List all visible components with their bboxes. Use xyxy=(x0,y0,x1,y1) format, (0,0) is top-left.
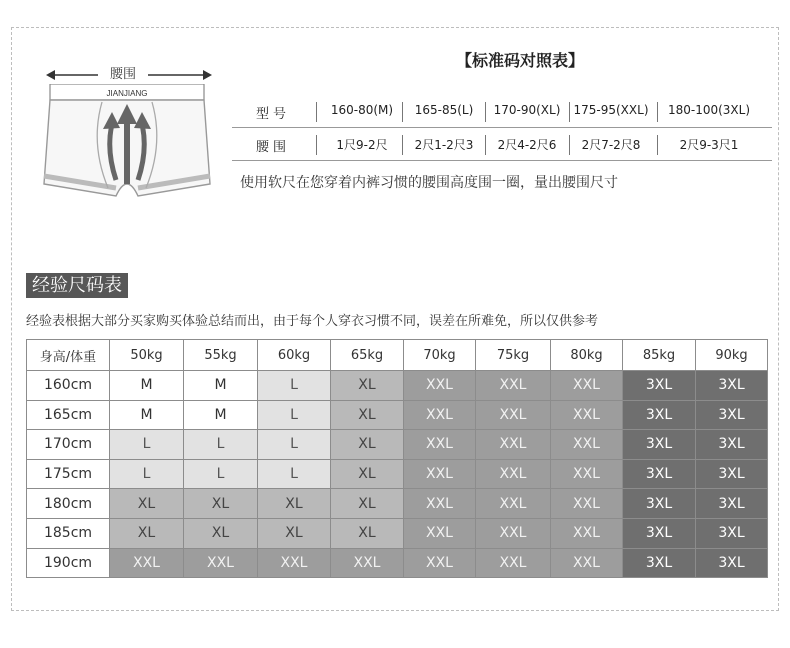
size-cell: XXL xyxy=(476,459,551,489)
size-cell: 3XL xyxy=(623,371,696,401)
measure-note: 使用软尺在您穿着内裤习惯的腰围高度围一圈，量出腰围尺寸 xyxy=(240,175,618,191)
size-cell: XXL xyxy=(184,548,258,578)
size-cell: XL xyxy=(258,489,331,519)
size-cell: XL xyxy=(110,518,184,548)
size-cell: XL xyxy=(331,518,404,548)
weight-header: 55kg xyxy=(184,340,258,371)
size-cell: XXL xyxy=(551,400,623,430)
std-size-cell: 170-90(XL) xyxy=(493,103,561,117)
std-waist-cell: 2尺9-3尺1 xyxy=(679,138,739,152)
size-cell: XXL xyxy=(551,430,623,460)
size-cell: XXL xyxy=(404,459,476,489)
size-cell: L xyxy=(184,459,258,489)
table-row xyxy=(27,489,768,519)
size-cell: XXL xyxy=(404,548,476,578)
size-cell: 3XL xyxy=(696,459,768,489)
size-cell: XL xyxy=(331,371,404,401)
weight-header: 70kg xyxy=(404,340,476,371)
size-cell: XL xyxy=(331,459,404,489)
size-cell: XXL xyxy=(331,548,404,578)
size-cell: L xyxy=(184,430,258,460)
size-cell: XXL xyxy=(476,489,551,519)
size-cell: XXL xyxy=(404,400,476,430)
size-cell: L xyxy=(258,459,331,489)
height-cell: 165cm xyxy=(27,400,110,430)
size-cell: 3XL xyxy=(623,400,696,430)
size-cell: XL xyxy=(331,400,404,430)
underwear-illustration-icon xyxy=(40,84,220,224)
weight-header: 65kg xyxy=(331,340,404,371)
size-cell: XXL xyxy=(476,371,551,401)
size-cell: 3XL xyxy=(623,459,696,489)
weight-header: 60kg xyxy=(258,340,331,371)
std-waist-cell: 2尺1-2尺3 xyxy=(414,138,474,152)
brand-label: JIANJIANG xyxy=(106,89,148,98)
standard-chart-title: 【标准码对照表】 xyxy=(455,51,584,70)
row-label-waist: 腰围 xyxy=(256,140,291,155)
size-cell: 3XL xyxy=(623,489,696,519)
size-cell: XXL xyxy=(551,371,623,401)
weight-header: 50kg xyxy=(110,340,184,371)
std-size-cell: 165-85(L) xyxy=(414,103,474,117)
size-cell: XXL xyxy=(476,548,551,578)
size-cell: XXL xyxy=(258,548,331,578)
size-cell: XXL xyxy=(551,518,623,548)
std-waist-cell: 2尺7-2尺8 xyxy=(581,138,641,152)
size-cell: M xyxy=(184,400,258,430)
table-row xyxy=(27,371,768,401)
weight-header: 90kg xyxy=(696,340,768,371)
size-cell: XXL xyxy=(404,371,476,401)
size-cell: XXL xyxy=(551,459,623,489)
size-cell: M xyxy=(110,400,184,430)
table-row xyxy=(27,518,768,548)
height-cell: 170cm xyxy=(27,430,110,460)
table-row xyxy=(27,400,768,430)
table-row xyxy=(27,459,768,489)
std-size-cell: 175-95(XXL) xyxy=(573,103,649,117)
waist-row xyxy=(232,128,772,161)
size-cell: 3XL xyxy=(696,430,768,460)
size-cell: XXL xyxy=(551,548,623,578)
std-waist-cell: 2尺4-2尺6 xyxy=(497,138,557,152)
std-waist-cell: 1尺9-2尺 xyxy=(336,138,388,152)
size-cell: XL xyxy=(184,518,258,548)
size-cell: 3XL xyxy=(696,518,768,548)
weight-header: 85kg xyxy=(623,340,696,371)
size-cell: XL xyxy=(331,489,404,519)
height-cell: 160cm xyxy=(27,371,110,401)
std-size-cell: 160-80(M) xyxy=(330,103,394,117)
size-cell: XXL xyxy=(404,518,476,548)
size-cell: 3XL xyxy=(623,430,696,460)
size-cell: XXL xyxy=(404,430,476,460)
size-cell: L xyxy=(110,430,184,460)
row-label-size: 型号 xyxy=(256,107,291,122)
size-cell: XXL xyxy=(404,489,476,519)
height-cell: 185cm xyxy=(27,518,110,548)
size-cell: XXL xyxy=(551,489,623,519)
table-header-row xyxy=(27,340,768,371)
size-cell: L xyxy=(258,430,331,460)
std-size-cell: 180-100(3XL) xyxy=(667,103,751,117)
size-cell: 3XL xyxy=(696,371,768,401)
experience-chart-description: 经验表根据大部分买家购买体验总结而出，由于每个人穿衣习惯不同，误差在所难免，所以仅供参考 xyxy=(26,314,599,329)
size-cell: XL xyxy=(184,489,258,519)
size-cell: 3XL xyxy=(696,400,768,430)
size-cell: XXL xyxy=(476,400,551,430)
waist-label: 腰围 xyxy=(98,66,148,84)
size-row xyxy=(232,95,772,128)
size-cell: 3XL xyxy=(623,548,696,578)
weight-header: 80kg xyxy=(551,340,623,371)
size-cell: XXL xyxy=(110,548,184,578)
size-cell: XXL xyxy=(476,430,551,460)
height-cell: 180cm xyxy=(27,489,110,519)
standard-size-table xyxy=(232,95,772,161)
size-cell: M xyxy=(184,371,258,401)
size-cell: 3XL xyxy=(623,518,696,548)
experience-chart-heading: 经验尺码表 xyxy=(26,273,128,298)
size-cell: XXL xyxy=(476,518,551,548)
size-cell: L xyxy=(110,459,184,489)
corner-header: 身高/体重 xyxy=(27,340,110,371)
size-cell: XL xyxy=(258,518,331,548)
experience-size-table xyxy=(26,339,768,578)
size-cell: M xyxy=(110,371,184,401)
size-cell: 3XL xyxy=(696,489,768,519)
height-cell: 175cm xyxy=(27,459,110,489)
size-cell: L xyxy=(258,371,331,401)
table-row xyxy=(27,430,768,460)
size-cell: XL xyxy=(331,430,404,460)
height-cell: 190cm xyxy=(27,548,110,578)
size-cell: XL xyxy=(110,489,184,519)
table-row xyxy=(27,548,768,578)
size-cell: 3XL xyxy=(696,548,768,578)
size-cell: L xyxy=(258,400,331,430)
weight-header: 75kg xyxy=(476,340,551,371)
